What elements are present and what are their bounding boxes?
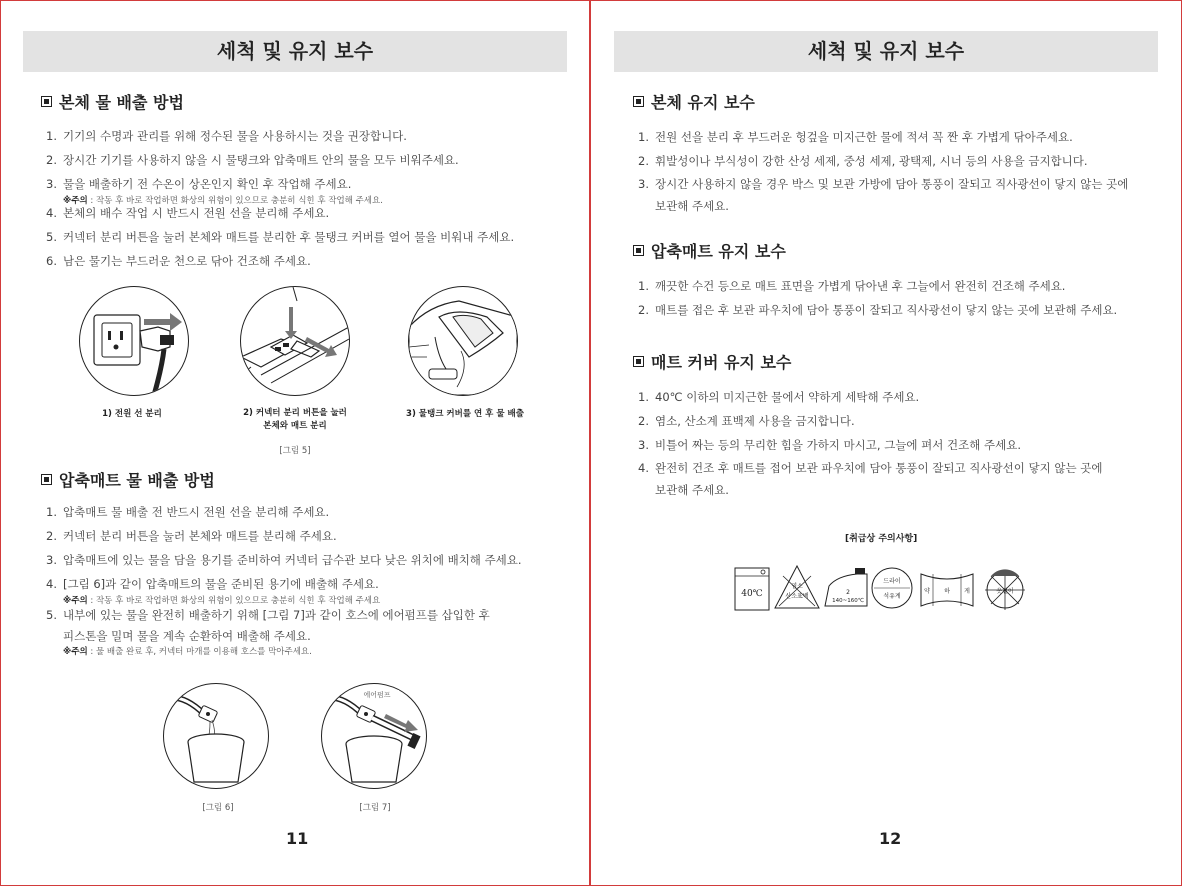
- list-item: 3. 비틀어 짜는 등의 무리한 힘을 가하지 마시고, 그늘에 펴서 건조해 주세요.: [638, 438, 1022, 452]
- right-page-header: 세척 및 유지 보수: [614, 31, 1158, 72]
- cover-maintenance-list: [638, 385, 1102, 501]
- figure-6-mat-drain: [163, 683, 269, 789]
- list-item: 2. 커넥터 분리 버튼을 눌러 본체와 매트를 분리해 주세요.: [46, 529, 337, 543]
- svg-text:염소: 염소: [791, 583, 803, 590]
- svg-text:석유계: 석유계: [883, 593, 901, 600]
- figure-unplug-power: [79, 286, 189, 396]
- figure-caption-1: 1) 전원 선 분리: [102, 409, 162, 419]
- svg-text:게: 게: [964, 588, 970, 595]
- square-bullet-icon: [41, 96, 52, 107]
- list-item: 1. 전원 선을 분리 후 부드러운 헝겊을 미지근한 물에 적셔 꼭 짠 후 가볍게 닦아주세요.: [638, 130, 1073, 144]
- figure-6-caption: [그림 6]: [202, 803, 234, 813]
- section-title-cover-maintenance: 매트 커버 유지 보수: [633, 350, 791, 373]
- list-item: 4. 완전히 건조 후 매트를 접어 보관 파우치에 담아 통풍이 잘되고 직사광선이 닿지 않는 곳에 보관해 주세요.: [638, 461, 1103, 497]
- list-item: 4. [그림 6]과 같이 압축매트의 물을 준비된 용기에 배출해 주세요.: [46, 577, 379, 591]
- gentle-wring-icon: [921, 574, 973, 606]
- shade-dry-icon: [985, 569, 1025, 610]
- list-note: ※주의 : 물 배출 완료 후, 커넥터 마개를 이용해 호스를 막아주세요.: [63, 647, 312, 657]
- section-title-body-drain: 본체 물 배출 방법: [41, 90, 184, 113]
- list-item: 5. 내부에 있는 물을 완전히 배출하기 위해 [그림 7]과 같이 호스에 에어펌프를 삽입한 후 피스톤을 밀며 물을 계속 순환하여 배출해 주세요.: [46, 608, 490, 643]
- body-drain-list: [46, 124, 514, 273]
- list-item: 1. 기기의 수명과 관리를 위해 정수된 물을 사용하시는 것을 권장합니다.: [46, 129, 407, 143]
- care-instructions-title: [취급상 주의사항]: [845, 534, 918, 544]
- list-note: ※주의 : 작동 후 바로 작업하면 화상의 위험이 있으므로 충분히 식힌 후 작업해 주세요.: [63, 196, 383, 206]
- body-maintenance-list: [638, 125, 1128, 217]
- figure-open-tank-cover: [408, 286, 518, 396]
- no-bleach-icon: [775, 566, 819, 608]
- section-title-body-maintenance: 본체 유지 보수: [633, 90, 755, 113]
- svg-text:산소표백: 산소표백: [785, 593, 809, 600]
- list-item: 2. 장시간 기기를 사용하지 않을 시 물탱크와 압축매트 안의 물을 모두 비워주세요.: [46, 153, 459, 167]
- list-note: ※주의 : 작동 후 바로 작업하면 화상의 위험이 있으므로 충분히 식힌 후 작업해 주세요: [63, 596, 381, 606]
- list-item: 1. 압축매트 물 배출 전 반드시 전원 선을 분리해 주세요.: [46, 505, 330, 519]
- care-symbols: [733, 562, 1043, 614]
- list-item: 1. 40℃ 이하의 미지근한 물에서 약하게 세탁해 주세요.: [638, 390, 920, 404]
- svg-text:140~160℃: 140~160℃: [832, 598, 864, 604]
- page-number: 11: [286, 829, 309, 848]
- figure-caption-3: 3) 물탱크 커버를 연 후 물 배출: [406, 409, 524, 419]
- left-page: [0, 0, 589, 886]
- section-title-mat-drain: 압축매트 물 배출 방법: [41, 468, 215, 491]
- dry-clean-icon: [872, 568, 912, 608]
- wash-tub-icon: [735, 568, 769, 610]
- svg-text:드라이: 드라이: [883, 578, 901, 585]
- list-item: 3. 장시간 사용하지 않을 경우 박스 및 보관 가방에 담아 통풍이 잘되고 직사광선이 닿지 않는 곳에 보관해 주세요.: [638, 177, 1129, 213]
- svg-text:약: 약: [924, 588, 930, 595]
- square-bullet-icon: [633, 245, 644, 256]
- square-bullet-icon: [633, 356, 644, 367]
- iron-icon: [825, 568, 867, 606]
- list-item: 3. 압축매트에 있는 물을 담을 용기를 준비하여 커넥터 급수관 보다 낮은 위치에 배치해 주세요.: [46, 553, 522, 567]
- square-bullet-icon: [633, 96, 644, 107]
- figure-caption-2: 2) 커넥터 분리 버튼을 눌러 본체와 매트 분리: [243, 408, 347, 431]
- figure-5-caption: [그림 5]: [279, 446, 311, 456]
- list-item: 4. 본체의 배수 작업 시 반드시 전원 선을 분리해 주세요.: [46, 206, 330, 220]
- svg-text:2: 2: [846, 589, 850, 596]
- square-bullet-icon: [41, 474, 52, 485]
- list-item: 5. 커넥터 분리 버튼을 눌러 본체와 매트를 분리한 후 물탱크 커버를 열어 물을 비워내 주세요.: [46, 230, 515, 244]
- list-item: 2. 매트를 접은 후 보관 파우치에 담아 통풍이 잘되고 직사광선이 닿지 않는 곳에 보관해 주세요.: [638, 303, 1118, 317]
- mat-maintenance-list: [638, 274, 1117, 322]
- list-item: 1. 깨끗한 수건 등으로 매트 표면을 가볍게 닦아낸 후 그늘에서 완전히 건조해 주세요.: [638, 279, 1066, 293]
- section-title-mat-maintenance: 압축매트 유지 보수: [633, 239, 786, 262]
- right-page: [591, 0, 1182, 886]
- mat-drain-list: [46, 500, 522, 658]
- figure-7-caption: [그림 7]: [359, 803, 391, 813]
- list-item: 6. 남은 물기는 부드러운 천으로 닦아 건조해 주세요.: [46, 254, 311, 268]
- svg-text:40℃: 40℃: [741, 589, 763, 599]
- list-item: 2. 휘발성이나 부식성이 강한 산성 세제, 중성 세제, 광택제, 시너 등의 사용을 금지합니다.: [638, 154, 1088, 168]
- page-number: 12: [879, 829, 902, 848]
- figure-disconnect-connector: [240, 286, 350, 396]
- list-item: 3. 물을 배출하기 전 수온이 상온인지 확인 후 작업해 주세요.: [46, 177, 352, 191]
- left-page-header: 세척 및 유지 보수: [23, 31, 567, 72]
- air-pump-label: 에어펌프: [355, 690, 399, 700]
- svg-text:옷걸이: 옷걸이: [996, 588, 1014, 595]
- svg-text:하: 하: [944, 588, 950, 595]
- list-item: 2. 염소, 산소계 표백제 사용을 금지합니다.: [638, 414, 855, 428]
